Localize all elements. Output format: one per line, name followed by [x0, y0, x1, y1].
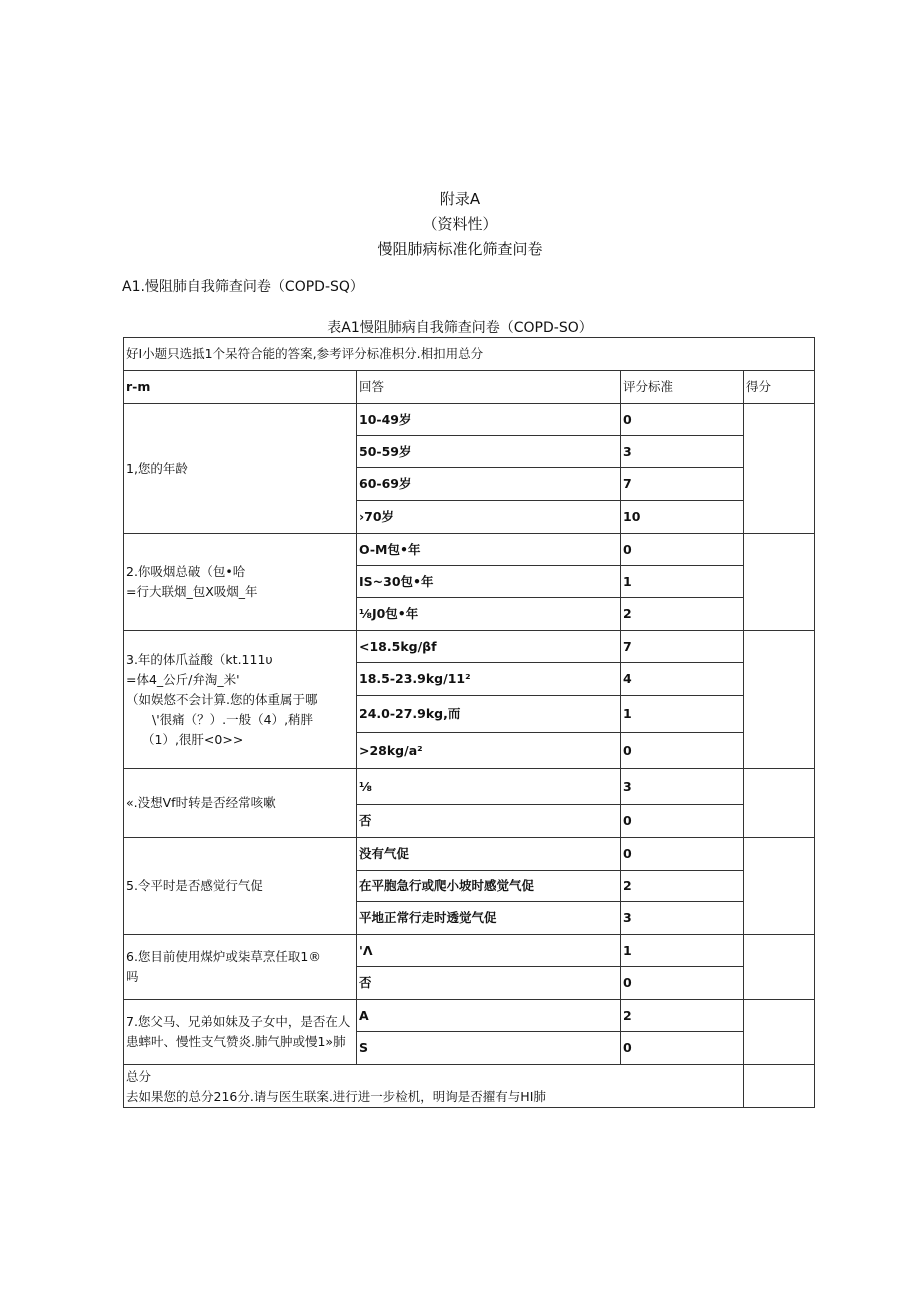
answer-option: 50-59岁	[357, 436, 621, 468]
score-cell	[744, 631, 815, 769]
answer-option: 'Λ	[357, 935, 621, 967]
appendix-label: 附录A	[439, 190, 481, 208]
score-cell	[744, 1000, 815, 1065]
question-cell	[123, 935, 357, 1000]
question-line: （如娱悠不会计算.您的体重属于哪	[126, 691, 318, 707]
score-standard: 1	[621, 566, 744, 598]
score-standard: 0	[621, 805, 744, 838]
question-text	[126, 650, 317, 750]
question-text	[126, 947, 321, 987]
question-text	[126, 876, 263, 896]
score-cell	[744, 534, 815, 631]
total-note: 去如果您的总分216分.请与医生联案.进行进一步检机，明询是否擢有与HI肺	[126, 1089, 546, 1104]
question-line: =体4_公斤/弁淘_米'	[126, 671, 240, 687]
answer-option: 24.0-27.9kg,而	[357, 696, 621, 733]
col-header-standard: 评分标准	[621, 371, 744, 404]
score-standard: 2	[621, 1000, 744, 1032]
answer-option: 否	[357, 805, 621, 838]
score-standard: 10	[621, 501, 744, 534]
score-standard: 0	[621, 733, 744, 769]
questionnaire-table	[123, 337, 815, 1108]
score-standard: 7	[621, 631, 744, 663]
score-cell	[744, 838, 815, 935]
question-text	[126, 562, 258, 602]
answer-option: ⅛J0包•年	[357, 598, 621, 631]
answer-option: ›70岁	[357, 501, 621, 534]
score-standard: 2	[621, 598, 744, 631]
question-line: «.没想Vf时转是否经常咳嗽	[126, 795, 276, 810]
score-cell	[744, 404, 815, 534]
col-header-score: 得分	[744, 371, 815, 404]
question-line: 3.年的体爪益酸（kt.111υ	[126, 651, 273, 667]
answer-option: O-M包•年	[357, 534, 621, 566]
instruction-row: 好I小题只选抵1个呆符合能的答案,参考评分标准枳分.相扣用总分	[123, 337, 815, 371]
score-standard: 7	[621, 468, 744, 501]
answer-option: 在平胞急行或爬小坡时感觉气促	[357, 871, 621, 902]
question-cell	[123, 838, 357, 935]
answer-option: 60-69岁	[357, 468, 621, 501]
score-standard: 0	[621, 967, 744, 1000]
score-standard: 4	[621, 663, 744, 696]
question-cell	[123, 769, 357, 838]
score-standard: 3	[621, 902, 744, 935]
section-title: A1.慢阻肺自我筛查问卷（COPD-SQ）	[122, 279, 364, 295]
score-standard: 1	[621, 935, 744, 967]
score-standard: 3	[621, 436, 744, 468]
answer-option: S	[357, 1032, 621, 1065]
score-standard: 0	[621, 1032, 744, 1065]
question-cell	[123, 534, 357, 631]
question-line: 吗	[126, 969, 139, 984]
question-line: 患蟀叶、慢性支气赞炎.肺气肿或慢1»肺	[126, 1034, 346, 1049]
answer-option: 18.5-23.9kg/11²	[357, 663, 621, 696]
score-cell	[744, 769, 815, 838]
col-header-item: r-m	[123, 371, 357, 404]
question-line: 5.令平时是否感觉行气促	[126, 878, 263, 893]
answer-option: 10-49岁	[357, 404, 621, 436]
question-text	[126, 1012, 350, 1052]
total-row	[123, 1065, 744, 1108]
question-text	[126, 793, 276, 813]
col-header-answer: 回答	[357, 371, 621, 404]
question-cell	[123, 631, 357, 769]
answer-option: ⅛	[357, 769, 621, 805]
score-standard: 1	[621, 696, 744, 733]
answer-option: 否	[357, 967, 621, 1000]
total-score-cell	[744, 1065, 815, 1108]
answer-option: IS~30包•年	[357, 566, 621, 598]
question-cell	[123, 1000, 357, 1065]
question-line: 1,您的年龄	[126, 460, 188, 476]
question-line: 7.您父马、兄弟如妹及子女中，是否在人	[126, 1014, 351, 1029]
appendix-nature: （资料性）	[422, 215, 498, 233]
question-line: （1）,很肝<0>>	[142, 731, 244, 747]
score-standard: 3	[621, 769, 744, 805]
total-label: 总分	[126, 1069, 152, 1084]
answer-option: 没有气促	[357, 838, 621, 871]
answer-option: A	[357, 1000, 621, 1032]
document-title: 慢阻肺病标准化筛查问卷	[377, 240, 543, 258]
question-line: 2.你吸烟总破（包•哈	[126, 564, 246, 579]
score-standard: 0	[621, 838, 744, 871]
question-line: =行大联烟_包X吸烟_年	[126, 584, 258, 599]
answer-option: >28kg/a²	[357, 733, 621, 769]
table-caption: 表A1慢阻肺病自我筛查问卷（COPD-SO）	[327, 320, 593, 336]
question-text	[126, 459, 188, 479]
score-cell	[744, 935, 815, 1000]
answer-option: <18.5kg/βf	[357, 631, 621, 663]
score-standard: 2	[621, 871, 744, 902]
score-standard: 0	[621, 534, 744, 566]
question-cell	[123, 404, 357, 534]
score-standard: 0	[621, 404, 744, 436]
question-line: \'很痛（？）.一般（4）,稍胖	[152, 711, 314, 727]
answer-option: 平地正常行走时透觉气促	[357, 902, 621, 935]
question-line: 6.您目前使用煤炉或柒草烹任取1®	[126, 949, 321, 964]
